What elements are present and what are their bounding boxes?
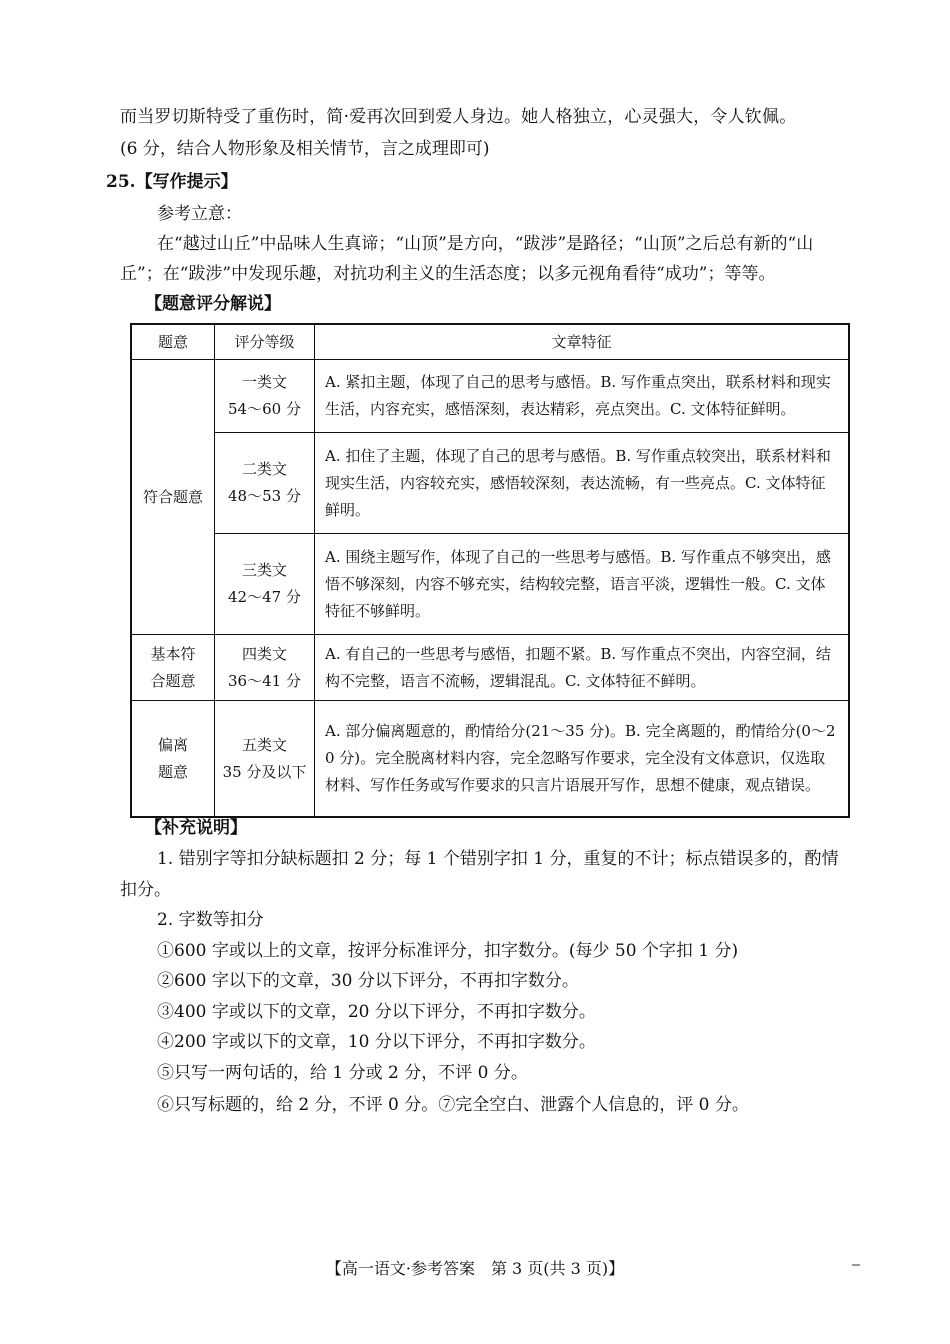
level-range: 36～41 分 [228,671,301,690]
category-line: 基本符 [150,644,196,663]
level-name: 四类文 [241,644,287,663]
word-count-rule-6: ⑥只写标题的，给 2 分，不评 0 分。⑦完全空白、泄露个人信息的，评 0 分。 [157,1095,749,1115]
header-features: 文章特征 [315,324,850,360]
page-footer: 【高一语文·参考答案 第 3 页(共 3 页)】 [325,1259,625,1278]
word-count-rule-4: ④200 字或以下的文章，10 分以下评分，不再扣字数分。 [157,1032,596,1052]
table-header-row [131,324,849,360]
category-cell [131,701,215,818]
level-cell [215,534,315,635]
ref-line-2: 丘”；在“跋涉”中发现乐趣，对抗功利主义的生活态度；以多元视角看待“成功”；等等。 [120,264,776,284]
level-name: 二类文 [241,460,287,478]
level-cell [215,360,315,433]
category-cell: 符合题意 [131,360,215,635]
grading-table [130,323,850,818]
supplement-title: 【补充说明】 [145,818,247,838]
header-level: 评分等级 [215,324,315,360]
level-cell [215,635,315,701]
level-name: 一类文 [241,373,287,391]
table-row [131,534,849,635]
table-row [131,701,849,818]
supplement-item-1-cont: 扣分。 [120,880,171,900]
intro-line-1: 而当罗切斯特受了重伤时，简·爱再次回到爱人身边。她人格独立，心灵强大，令人钦佩。 [120,107,797,127]
level-name: 三类文 [241,561,287,579]
level-range: 54～60 分 [228,400,301,418]
level-cell [215,433,315,534]
category-line: 偏离 [157,735,188,754]
word-count-rule-1: ①600 字或以上的文章，按评分标准评分，扣字数分。(每少 50 个字扣 1 分) [157,941,739,961]
word-count-rule-2: ②600 字以下的文章，30 分以下评分，不再扣字数分。 [157,971,579,991]
features-cell: A. 有自己的一些思考与感悟，扣题不紧。B. 写作重点不突出，内容空洞，结构不完整，语言不流畅，逻辑混乱。C. 文体特征不鲜明。 [315,635,850,701]
word-count-rule-3: ③400 字或以下的文章，20 分以下评分，不再扣字数分。 [157,1002,596,1022]
word-count-rule-5: ⑤只写一两句话的，给 1 分或 2 分，不评 0 分。 [157,1063,528,1083]
supplement-item-2: 2. 字数等扣分 [157,910,264,930]
level-name: 五类文 [241,735,287,754]
category-line: 合题意 [150,671,196,690]
features-cell: A. 部分偏离题意的，酌情给分(21～35 分)。B. 完全离题的，酌情给分(0～20 分)。完全脱离材料内容，完全忽略写作要求，完全没有文体意识，仅选取材料、写作任务或写作要求的只言片语展开写作，思想不健康，观点错误。 [315,701,850,818]
features-cell: A. 紧扣主题，体现了自己的思考与感悟。B. 写作重点突出，联系材料和现实生活，内容充实，感悟深刻，表达精彩，亮点突出。C. 文体特征鲜明。 [315,360,850,433]
intro-line-2: (6 分，结合人物形象及相关情节，言之成理即可) [120,139,490,159]
table-heading: 【题意评分解说】 [145,294,281,314]
header-category: 题意 [131,324,215,360]
supplement-item-1: 1. 错别字等扣分缺标题扣 2 分；每 1 个错别字扣 1 分，重复的不计；标点错误多的，酌情 [157,849,839,869]
ref-line-1: 在“越过山丘”中品味人生真谛；“山顶”是方向，“跋涉”是路径；“山顶”之后总有新的“山 [157,234,814,254]
table-row [131,433,849,534]
category-cell [131,635,215,701]
level-cell [215,701,315,818]
scan-mark [852,1264,860,1266]
table-row [131,635,849,701]
table-row [131,360,849,433]
level-range: 42～47 分 [228,588,301,606]
q25-heading: 25.【写作提示】 [106,172,238,192]
features-cell: A. 围绕主题写作，体现了自己的一些思考与感悟。B. 写作重点不够突出，感悟不够深刻，内容不够充实，结构较完整，语言平淡，逻辑性一般。C. 文体特征不够鲜明。 [315,534,850,635]
category-line: 题意 [157,762,188,781]
features-cell: A. 扣住了主题，体现了自己的思考与感悟。B. 写作重点较突出，联系材料和现实生活，内容较充实，感悟较深刻，表达流畅，有一些亮点。C. 文体特征鲜明。 [315,433,850,534]
level-range: 48～53 分 [228,487,301,505]
ref-label: 参考立意： [157,204,242,224]
level-range: 35 分及以下 [222,762,307,781]
